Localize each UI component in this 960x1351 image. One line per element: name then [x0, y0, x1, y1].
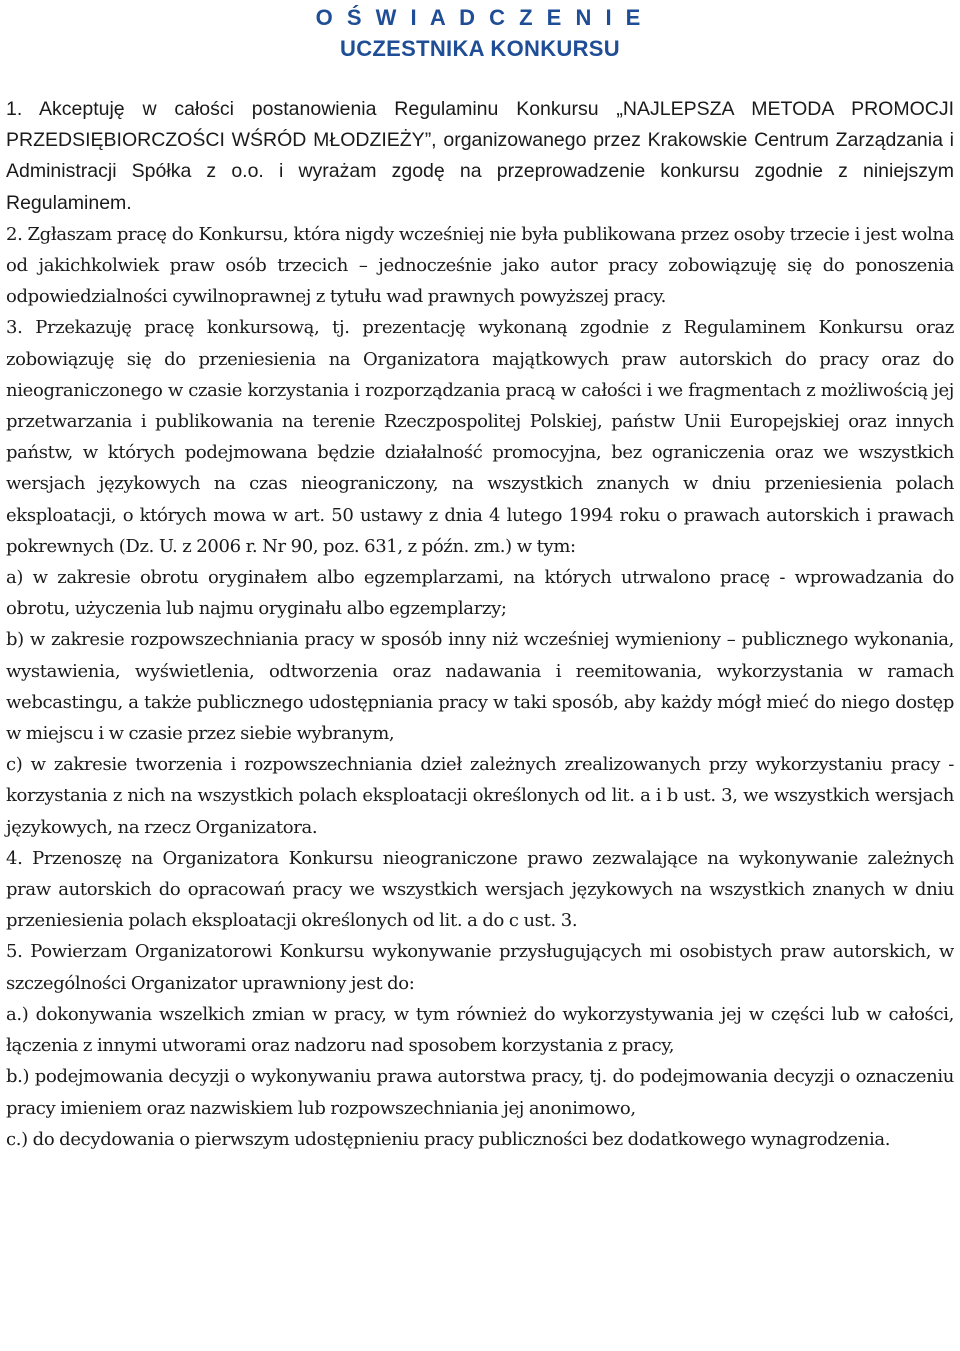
title-line-2: UCZESTNIKA KONKURSU: [340, 36, 620, 61]
document-title: [6, 2, 954, 64]
clause-5a: a.) dokonywania wszelkich zmian w pracy, w tym również do wykorzystywania jej w części lub w całości, łączenia z innymi utworami oraz nadzoru nad sposobem korzystania z pracy,: [6, 1003, 954, 1057]
clause-3b: b) w zakresie rozpowszechniania pracy w sposób inny niż wcześniej wymieniony – publicznego wykonania, wystawienia, wyświetlenia, odtworzenia oraz nadawania i reemitowania, wykorzystania w ramach webcastingu, a także publicznego udostępniania pracy w taki sposób, aby każdy mógł mieć do niego dostęp w miejscu i w czasie przez siebie wybranym,: [6, 629, 954, 745]
clause-3: 3. Przekazuję pracę konkursową, tj. prezentację wykonaną zgodnie z Regulaminem Konkursu oraz zobowiązuję się do przeniesienia na Organizatora majątkowych praw autorskich do pracy oraz do nieograniczonego w czasie korzystania i rozporządzania pracą w całości i we fragmentach z możliwością jej przetwarzania i publikowania na terenie Rzeczpospolitej Polskiej, państw Unii Europejskiej oraz innych państw, w których podejmowana będzie działalność promocyjna, bez ograniczenia oraz we wszystkich wersjach językowych na czas nieograniczony, na wszystkich znanych w dniu przeniesienia polach eksploatacji, o których mowa w art. 50 ustawy z dnia 4 lutego 1994 roku o prawach autorskich i prawach pokrewnych (Dz. U. z 2006 r. Nr 90, poz. 631, z późn. zm.) w tym:: [6, 317, 954, 557]
title-line-1: O Ś W I A D C Z E N I E: [315, 5, 645, 30]
clause-3a: a) w zakresie obrotu oryginałem albo egzemplarzami, na których utrwalono pracę - wprowadzania do obrotu, użyczenia lub najmu oryginału albo egzemplarzy;: [6, 567, 954, 620]
clause-5b: b.) podejmowania decyzji o wykonywaniu prawa autorstwa pracy, tj. do podejmowania decyzji o oznaczeniu pracy imieniem oraz nazwiskiem lub rozpowszechniania jej anonimowo,: [6, 1066, 954, 1119]
clause-5c: c.) do decydowania o pierwszym udostępnieniu pracy publiczności bez dodatkowego wynagrodzenia.: [6, 1128, 891, 1150]
clause-3c: c) w zakresie tworzenia i rozpowszechniania dzieł zależnych zrealizowanych przy wykorzystaniu pracy - korzystania z nich na wszystkich polach eksploatacji określonych od lit. a i b ust. 3, we wszystkich wersjach językowych, na rzecz Organizatora.: [6, 754, 954, 838]
clause-5: 5. Powierzam Organizatorowi Konkursu wykonywanie przysługujących mi osobistych praw autorskich, w szczególności Organizator uprawniony jest do:: [6, 941, 954, 994]
clause-4: 4. Przenoszę na Organizatora Konkursu nieograniczone prawo zezwalające na wykonywanie zależnych praw autorskich do opracowań pracy we wszystkich wersjach językowych na wszystkich znanych w dniu przeniesienia polach eksploatacji określonych od lit. a do c ust. 3.: [6, 847, 954, 932]
clause-2: 2. Zgłaszam pracę do Konkursu, która nigdy wcześniej nie była publikowana przez osoby trzecie i jest wolna od jakichkolwiek praw osób trzecich – jednocześnie jako autor pracy zobowiązuję się do ponoszenia odpowiedzialności cywilnoprawnej z tytułu wad prawnych powyższej pracy.: [6, 223, 954, 308]
clause-1: 1. Akceptuję w całości postanowienia Regulaminu Konkursu „NAJLEPSZA METODA PROMOCJI PRZEDSIĘBIORCZOŚCI WŚRÓD MŁODZIEŻY”, organizowanego przez Krakowskie Centrum Zarządzania i Administracji Spółka z o.o. i wyrażam zgodę na przeprowadzenie konkursu zgodnie z niniejszym Regulaminem.: [6, 98, 954, 214]
